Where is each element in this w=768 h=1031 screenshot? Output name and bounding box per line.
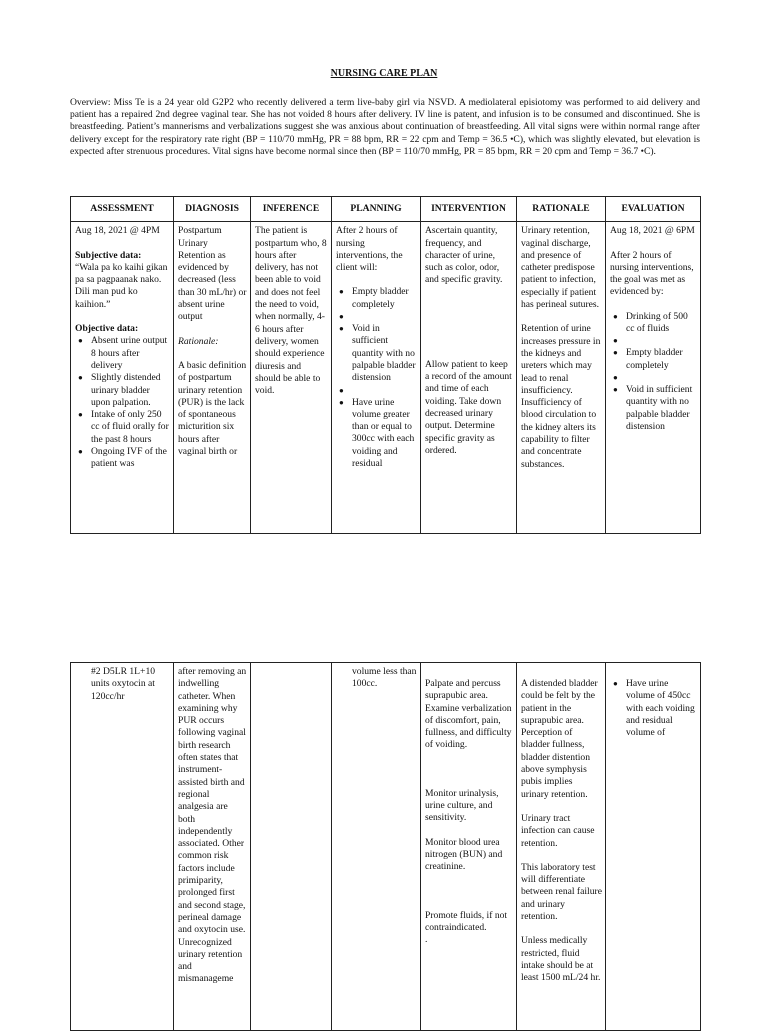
spacer — [626, 372, 697, 384]
spacer — [352, 385, 417, 397]
list-item: ● Drinking of 500 cc of fluids — [626, 311, 697, 336]
header-assessment: ASSESSMENT — [71, 197, 174, 222]
rationale-item: Retention of urine increases pressure in the kidneys and ureters which may lead to renal insufficiency. Insufficiency of blood circulation to the kidney alters its capability to filter and concentrate substances. — [521, 323, 601, 470]
spacer — [352, 311, 417, 323]
diagnosis-rationale-label: Rationale: — [178, 335, 219, 347]
planning-goals — [336, 286, 417, 470]
subjective-label: Subjective data: — [75, 249, 142, 261]
intervention-cell — [421, 222, 517, 534]
table-row — [71, 222, 701, 534]
header-inference: INFERENCE — [251, 197, 332, 222]
inference-cell — [251, 222, 332, 534]
evaluation-cell — [606, 222, 701, 534]
intervention-item: Promote fluids, if not contraindicated. — [425, 909, 508, 933]
evaluation-list — [610, 678, 697, 739]
objective-label: Objective data: — [75, 323, 139, 335]
list-item: ● Void in sufficient quantity with no palpable bladder distension — [626, 384, 697, 433]
spacer — [626, 335, 697, 347]
rationale-item: Urinary retention, vaginal discharge, and presence of catheter predispose patient to infection, especially if patient has perineal sutures. — [521, 225, 600, 311]
diagnosis-text: Postpartum Urinary Retention as evidenced by decreased (less than 30 mL/hr) or absent urine output — [178, 225, 247, 323]
inference-text: The patient is postpartum who, 8 hours after delivery, has not been able to void and does not feel the need to void, when normally, 4-6 hours after delivery, women should experience diuresis and should be able to void. — [255, 225, 327, 397]
assessment-cell — [71, 663, 174, 1031]
intervention-item: Monitor urinalysis, urine culture, and sensitivity. — [425, 787, 499, 824]
intervention-item: Palpate and percuss suprapubic area. Examine verbalization of discomfort, pain, fullness, and difficulty of voiding. — [425, 678, 512, 751]
intervention-item: Monitor blood urea nitrogen (BUN) and creatinine. — [425, 836, 503, 873]
list-item: ● Have urine volume greater than or equal to 300cc with each voiding and residual — [352, 397, 417, 471]
assessment-continued: #2 D5LR 1L+10 units oxytocin at 120cc/hr — [91, 666, 156, 702]
list-item: ● Slightly distended urinary bladder upon palpation. — [91, 372, 170, 409]
planning-continued: volume less than 100cc. — [352, 666, 417, 690]
evaluation-cell — [606, 663, 701, 1031]
planning-cell — [332, 222, 421, 534]
rationale-item: This laboratory test will differentiate between renal failure and urinary retention. — [521, 861, 602, 923]
list-item: ● Intake of only 250 cc of fluid orally for the past 8 hours — [91, 409, 170, 446]
intervention-item: Ascertain quantity, frequency, and character of urine, such as color, odor, and specific gravity. — [425, 225, 503, 286]
header-planning: PLANNING — [332, 197, 421, 222]
subjective-data: “Wala pa ko kaihi gikan pa sa pagpaanak nako. Dili man pud ko kaihion.” — [75, 261, 168, 310]
evaluation-intro: After 2 hours of nursing interventions, the goal was met as evidenced by: — [610, 249, 694, 298]
assessment-cell — [71, 222, 174, 534]
rationale-item: A distended bladder could be felt by the patient in the suprapubic area. Perception of bladder fullness, bladder distention above symphysis pubis implies urinary retention. — [521, 678, 598, 800]
care-plan-table-part1 — [70, 196, 701, 534]
list-item: ● Void in sufficient quantity with no palpable bladder distension — [352, 323, 417, 384]
intervention-item: Allow patient to keep a record of the amount and time of each voiding. Take down decreased urinary output. Determine specific gravity as ordered. — [425, 358, 512, 456]
header-intervention: INTERVENTION — [421, 197, 517, 222]
diagnosis-continued: after removing an indwelling catheter. When examining why PUR occurs following vaginal birth research often states that instrument-assisted birth and regional analgesia are both independently associated. Other common risk factors include primiparity, prolonged first and second stage, perineal damage and oxytocin use. Unrecognized urinary retention and mismanageme — [178, 666, 247, 985]
diagnosis-cell — [174, 222, 251, 534]
assessment-date: Aug 18, 2021 @ 4PM — [75, 225, 160, 237]
list-item: ● Empty bladder completely — [352, 286, 417, 311]
table-header-row — [71, 197, 701, 222]
diagnosis-rationale: A basic definition of postpartum urinary retention (PUR) is the lack of spontaneous micturition six hours after vaginal birth or — [178, 359, 247, 458]
inference-cell — [251, 663, 332, 1031]
rationale-item: Urinary tract infection can cause retention. — [521, 812, 595, 849]
header-diagnosis: DIAGNOSIS — [174, 197, 251, 222]
overview-paragraph: Overview: Miss Te is a 24 year old G2P2 who recently delivered a term live-baby girl via NSVD. A mediolateral episiotomy was performed to aid delivery and patient has a repaired 2nd degree vaginal tear. She has not voided 8 hours after delivery. IV line is patent, and infusion is to be consumed and discontinued. She is breastfeeding. Patient’s mannerisms and verbalizations suggest she was anxious about continuation of breastfeeding. All vital signs were within normal range after delivery except for the respiratory rate right (BP = 110/70 mmHg, PR = 88 bpm, RR = 22 cpm and Temp = 36.5 •C), which was slightly elevated, but elevation is expected after strenuous procedures. Vital signs have become normal since then (BP = 110/70 mmHg, PR = 85 bpm, RR = 20 cpm and Temp = 36.7 •C). — [70, 97, 700, 157]
header-evaluation: EVALUATION — [606, 197, 701, 222]
table-row — [71, 663, 701, 1031]
list-item: ● Absent urine output 8 hours after delivery — [91, 335, 170, 372]
list-item: ● Empty bladder completely — [626, 347, 697, 372]
care-plan-table-part2 — [70, 662, 701, 1031]
rationale-cell — [517, 663, 606, 1031]
diagnosis-cell — [174, 663, 251, 1031]
evaluation-list — [610, 311, 697, 433]
planning-cell — [332, 663, 421, 1031]
evaluation-date: Aug 18, 2021 @ 6PM — [610, 225, 695, 237]
intervention-item: . — [425, 934, 428, 946]
objective-list — [75, 335, 170, 470]
document-title: NURSING CARE PLAN — [330, 68, 438, 79]
rationale-cell — [517, 222, 606, 534]
list-item: ● Ongoing IVF of the patient was — [91, 446, 170, 471]
rationale-item: Unless medically restricted, fluid intake should be at least 1500 mL/24 hr. — [521, 935, 601, 984]
header-rationale: RATIONALE — [517, 197, 606, 222]
intervention-cell — [421, 663, 517, 1031]
planning-intro: After 2 hours of nursing interventions, the client will: — [336, 225, 403, 274]
list-item: ● Have urine volume of 450cc with each voiding and residual volume of — [626, 678, 697, 739]
